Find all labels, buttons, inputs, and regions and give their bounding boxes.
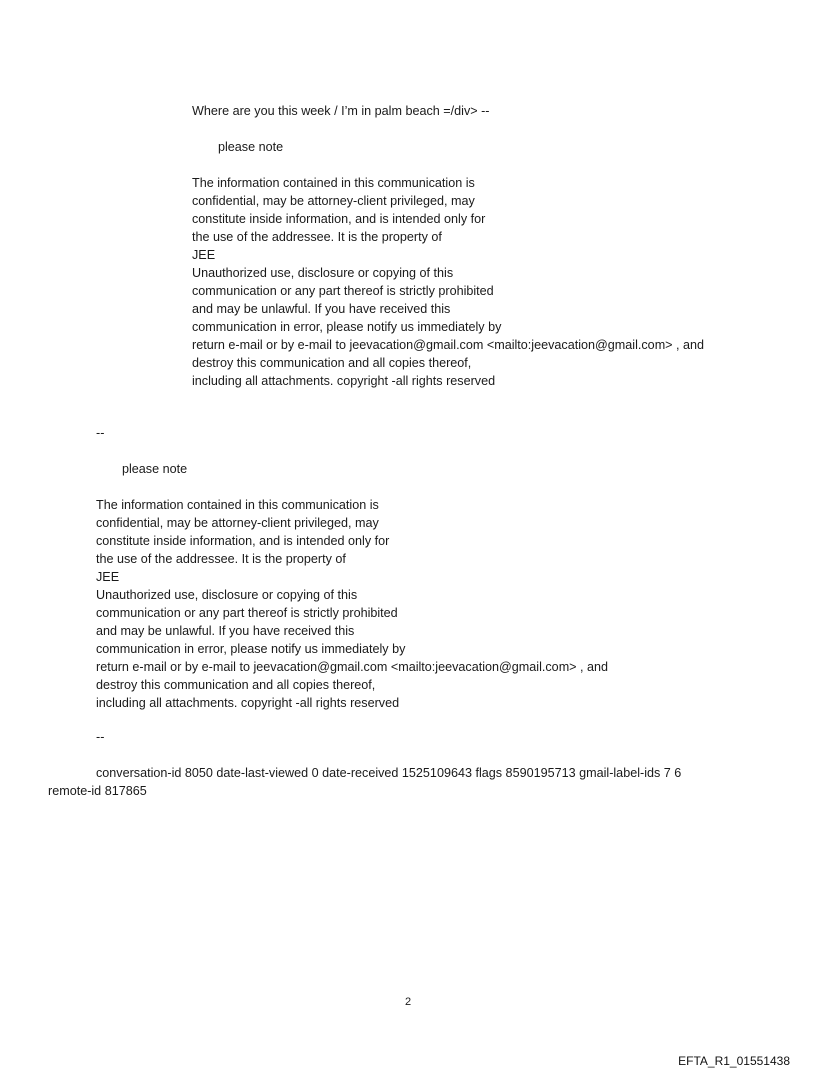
quoted-disclaimer-line: communication or any part thereof is strictly prohibited: [192, 284, 494, 298]
quoted-disclaimer-line: the use of the addressee. It is the property of: [192, 230, 442, 244]
quoted-disclaimer-line: The information contained in this communication is: [192, 176, 475, 190]
disclaimer-heading: please note: [122, 462, 188, 476]
metadata-line: conversation-id 8050 date-last-viewed 0 date-received 1525109643 flags 8590195713 gmail-label-ids 7 6: [96, 766, 682, 780]
quoted-disclaimer-line: communication in error, please notify us immediately by: [192, 320, 502, 334]
quoted-disclaimer-line: return e-mail or by e-mail to jeevacation@gmail.com <mailto:jeevacation@gmail.com> , and: [192, 338, 705, 352]
signature-separator: --: [96, 426, 105, 440]
disclaimer-line: JEE: [96, 570, 120, 584]
signature-separator: --: [96, 730, 105, 744]
page-number: 2: [404, 996, 412, 1008]
quoted-disclaimer-line: including all attachments. copyright -all rights reserved: [192, 374, 496, 388]
disclaimer-line: including all attachments. copyright -all rights reserved: [96, 696, 400, 710]
quoted-disclaimer-line: and may be unlawful. If you have received this: [192, 302, 451, 316]
disclaimer-line: communication in error, please notify us immediately by: [96, 642, 406, 656]
disclaimer-line: and may be unlawful. If you have received this: [96, 624, 355, 638]
disclaimer-line: confidential, may be attorney-client privileged, may: [96, 516, 379, 530]
disclaimer-line: communication or any part thereof is strictly prohibited: [96, 606, 398, 620]
quoted-disclaimer-heading: please note: [218, 140, 284, 154]
reply-text: Where are you this week / I’m in palm beach =/div> --: [192, 104, 490, 118]
disclaimer-line: the use of the addressee. It is the property of: [96, 552, 346, 566]
disclaimer-line: Unauthorized use, disclosure or copying of this: [96, 588, 358, 602]
metadata-line: remote-id 817865: [48, 784, 147, 798]
quoted-disclaimer-line: constitute inside information, and is intended only for: [192, 212, 486, 226]
disclaimer-line: destroy this communication and all copies thereof,: [96, 678, 376, 692]
disclaimer-line: The information contained in this communication is: [96, 498, 379, 512]
quoted-disclaimer-body: [192, 174, 704, 390]
disclaimer-line: constitute inside information, and is intended only for: [96, 534, 390, 548]
quoted-disclaimer-line: JEE: [192, 248, 216, 262]
quoted-disclaimer-line: destroy this communication and all copies thereof,: [192, 356, 472, 370]
quoted-disclaimer-line: confidential, may be attorney-client privileged, may: [192, 194, 475, 208]
quoted-disclaimer-line: Unauthorized use, disclosure or copying of this: [192, 266, 454, 280]
bates-number: EFTA_R1_01551438: [678, 1054, 790, 1068]
disclaimer-line: return e-mail or by e-mail to jeevacation@gmail.com <mailto:jeevacation@gmail.com> , and: [96, 660, 609, 674]
disclaimer-body: [96, 496, 608, 712]
